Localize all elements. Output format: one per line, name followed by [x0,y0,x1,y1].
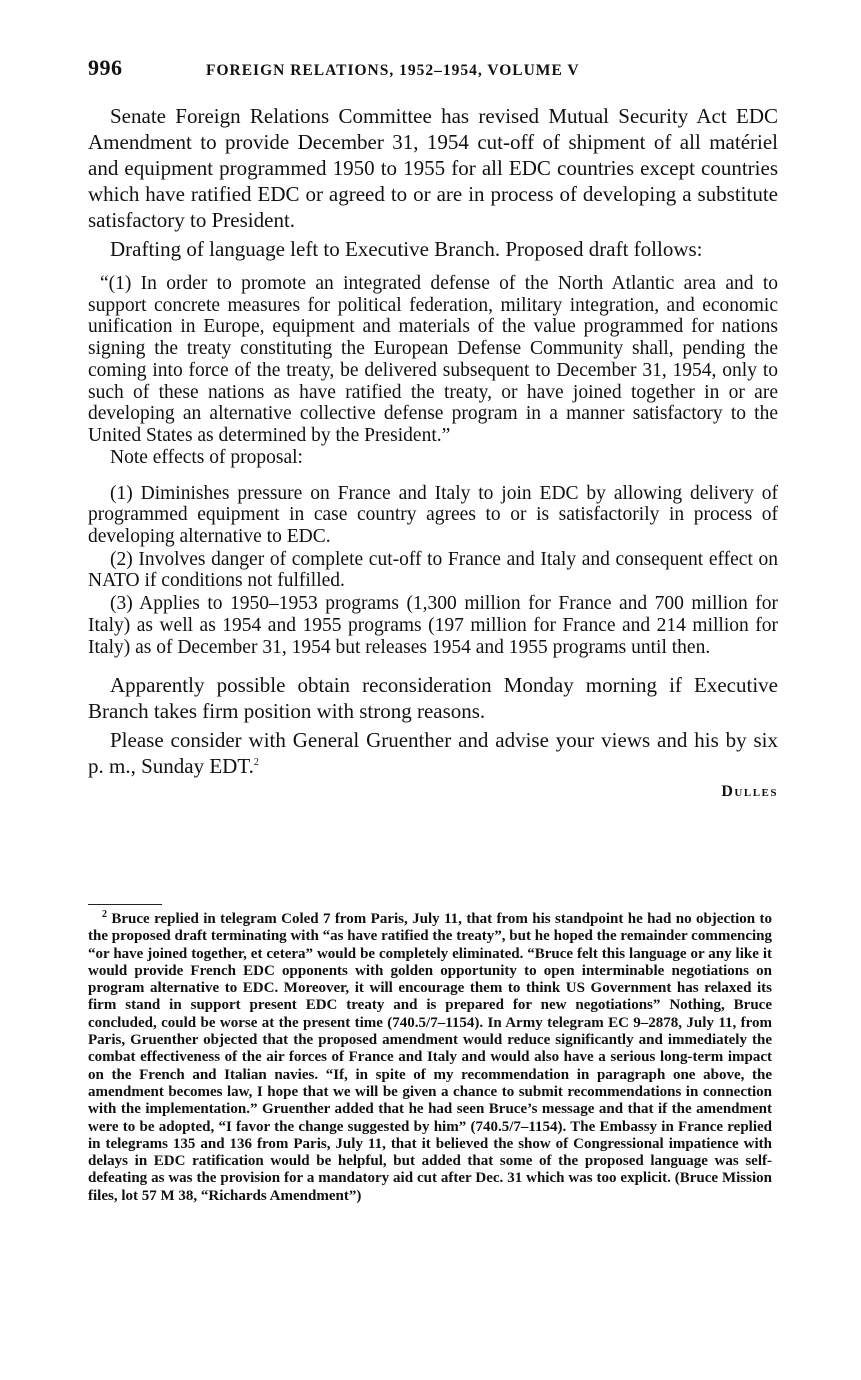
footnote-marker: 2 [102,909,107,920]
effects-heading: Note effects of proposal: [110,446,303,468]
proposed-draft-quote: “(1) In order to promote an integrated defense of the North Atlantic area and to support concrete measures for political federation, military integration, and economic unification in Europe, equipment and materials of the value programmed for nations signing the treaty constituting the European Defense Community shall, pending the coming into force of the treaty, be delivered subsequent to December 31, 1954, only to such of these nations as have ratified the treaty, or have joined together in or are developing an alternative collective defense program in a manner satisfactory to the United States as determined by the President.” [88,273,778,446]
paragraph-text: Please consider with General Gruenther and advise your views and his by six p. m., Sunday EDT. [88,728,778,779]
footnote-reference[interactable]: 2 [253,757,259,769]
effect-item: (2) Involves danger of complete cut-off to France and Italy and consequent effect on NATO if conditions not fulfilled. [88,548,778,592]
page-header [88,55,778,85]
body-paragraph-with-footnote [88,727,778,779]
footnote [88,911,772,1205]
signature: Dulles [721,783,778,801]
body-paragraph: Senate Foreign Relations Committee has revised Mutual Security Act EDC Amendment to provide December 31, 1954 cut-off of shipment of all matériel and equipment programmed 1950 to 1955 for all EDC countries except countries which have ratified EDC or agreed to or are in process of developing a substitute satisfactory to President. [88,104,778,232]
footnote-divider [88,904,162,905]
page-number: 996 [88,55,123,80]
body-paragraph: Apparently possible obtain reconsideration Monday morning if Executive Branch takes firm position with strong reasons. [88,673,778,724]
running-head: FOREIGN RELATIONS, 1952–1954, VOLUME V [206,62,580,79]
body-paragraph: Drafting of language left to Executive Branch. Proposed draft follows: [110,237,703,261]
footnote-text: Bruce replied in telegram Coled 7 from Paris, July 11, that from his standpoint he had no objection to the proposed draft terminating with “as have ratified the treaty”, but he hoped the remainder commencing “or have joined together, et cetera” would be completely eliminated. “Bruce felt this language or any like it would provide French EDC opponents with golden opportunity to open interminable negotiations on program alternative to EDC. Moreover, it will encourage them to think US Government has relaxed its firm stand in support present EDC treaty and is prepared for new negotiations” Nothing, Bruce concluded, could be worse at the present time (740.5/7–1154). In Army telegram EC 9–2878, July 11, from Paris, Gruenther objected that the proposed amendment would reduce significantly and immediately the combat effectiveness of the air forces of France and Italy and would also have a serious long-term impact on the French and Italian navies. “If, in spite of my recommendation in paragraph one above, the amendment becomes law, I hope that we will be given a chance to submit recommendations in connection with the implementation.” Gruenther added that he had seen Bruce’s message and that if the amendment were to be adopted, “I favor the change suggested by him” (740.5/7–1154). The Embassy in France replied in telegrams 135 and 136 from Paris, July 11, that it believed the show of Congressional impatience with delays in EDC ratification would be helpful, but added that some of the proposed language was self-defeating as was the provision for a mandatory aid cut after Dec. 31 which was too explicit. (Bruce Mission files, lot 57 M 38, “Richards Amendment”) [88,911,773,1204]
telegram-body [88,103,778,801]
effect-item: (1) Diminishes pressure on France and Italy to join EDC by allowing delivery of programmed equipment in case country agrees to or is satisfactorily in process of developing alternative to EDC. [88,482,778,548]
effect-item: (3) Applies to 1950–1953 programs (1,300 million for France and 700 million for Italy) as well as 1954 and 1955 programs (197 million for France and 214 million for Italy) as of December 31, 1954 but releases 1954 and 1955 programs until then. [88,593,778,658]
